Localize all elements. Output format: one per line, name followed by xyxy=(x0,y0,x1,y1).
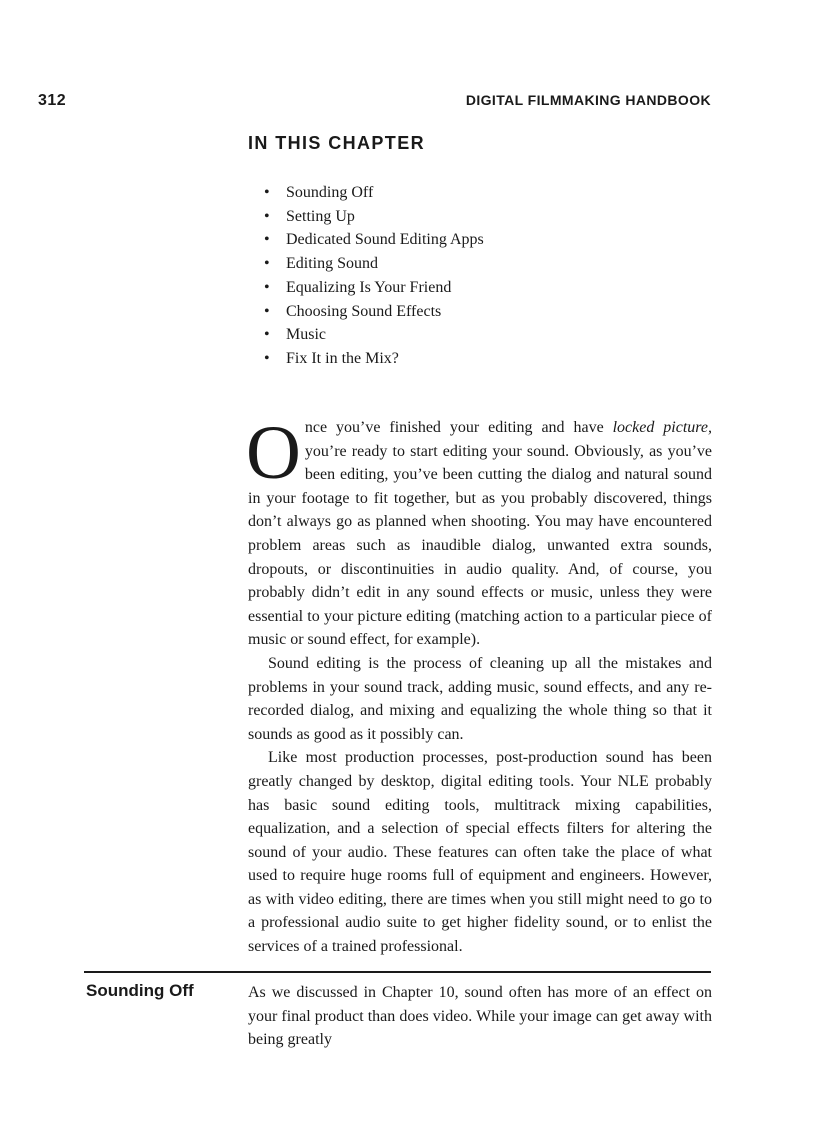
topic-list-item: • Music xyxy=(264,323,484,347)
topic-list-item: • Equalizing Is Your Friend xyxy=(264,276,484,300)
intro-p1-start: nce you’ve finished your editing and have xyxy=(304,419,613,436)
topic-list-item: • Sounding Off xyxy=(264,181,484,205)
topic-list-item: • Choosing Sound Effects xyxy=(264,300,484,324)
intro-paragraph-3: Like most production processes, post-production sound has been greatly changed by desktop, digital editing tools. Your NLE probably has basic sound editing tools, multitrack mixing capabilities, equalization, and a selection of special effects filters for altering the sound of your audio. These features can often take the place of what used to require huge rooms full of equipment and engineers. However, as with video editing, there are times when you still might need to go to a professional audio suite to get higher fidelity sound, or to enlist the services of a trained professional. xyxy=(248,749,712,956)
chapter-heading: IN THIS CHAPTER xyxy=(248,133,426,153)
section-divider xyxy=(84,971,711,973)
intro-paragraph-2: Sound editing is the process of cleaning up all the mistakes and problems in your sound track, adding music, sound effects, and any re-recorded dialog, and mixing and equalizing the whole thing so that it sounds as good as it possibly can. xyxy=(248,654,712,743)
locked-picture-term: locked picture, xyxy=(612,419,712,436)
intro-p1-rest: you’re ready to start editing your sound. Obviously, as you’ve been editing, you’ve been cutting the dialog and natural sound in your footage to fit together, but as you probably discovered, things don’t always go as planned when shooting. You may have encountered problem areas such as inaudible dialog, unwanted extra sounds, dropouts, or discontinuities in audio quality. And, of course, you probably didn’t edit in any sound effects or music, unless they were essential to your picture editing (matching action to a particular piece of music or sound effect, for example). xyxy=(248,442,712,649)
topic-list-item: • Setting Up xyxy=(264,205,484,229)
section-paragraph: As we discussed in Chapter 10, sound often has more of an effect on your final product than does video. While your image can get away with being greatly xyxy=(248,984,712,1049)
topic-list-item: • Dedicated Sound Editing Apps xyxy=(264,228,484,252)
running-title: DIGITAL FILMMAKING HANDBOOK xyxy=(465,92,711,108)
page-number: 312 xyxy=(38,92,67,109)
intro-paragraph-1 xyxy=(246,411,712,652)
section-body xyxy=(248,981,712,1052)
topic-list-item: • Fix It in the Mix? xyxy=(264,347,484,371)
drop-cap: O xyxy=(246,411,301,495)
topic-list-item: • Editing Sound xyxy=(264,252,484,276)
chapter-topic-list xyxy=(264,181,484,371)
intro-body xyxy=(246,411,712,959)
section-heading: Sounding Off xyxy=(86,981,194,1000)
